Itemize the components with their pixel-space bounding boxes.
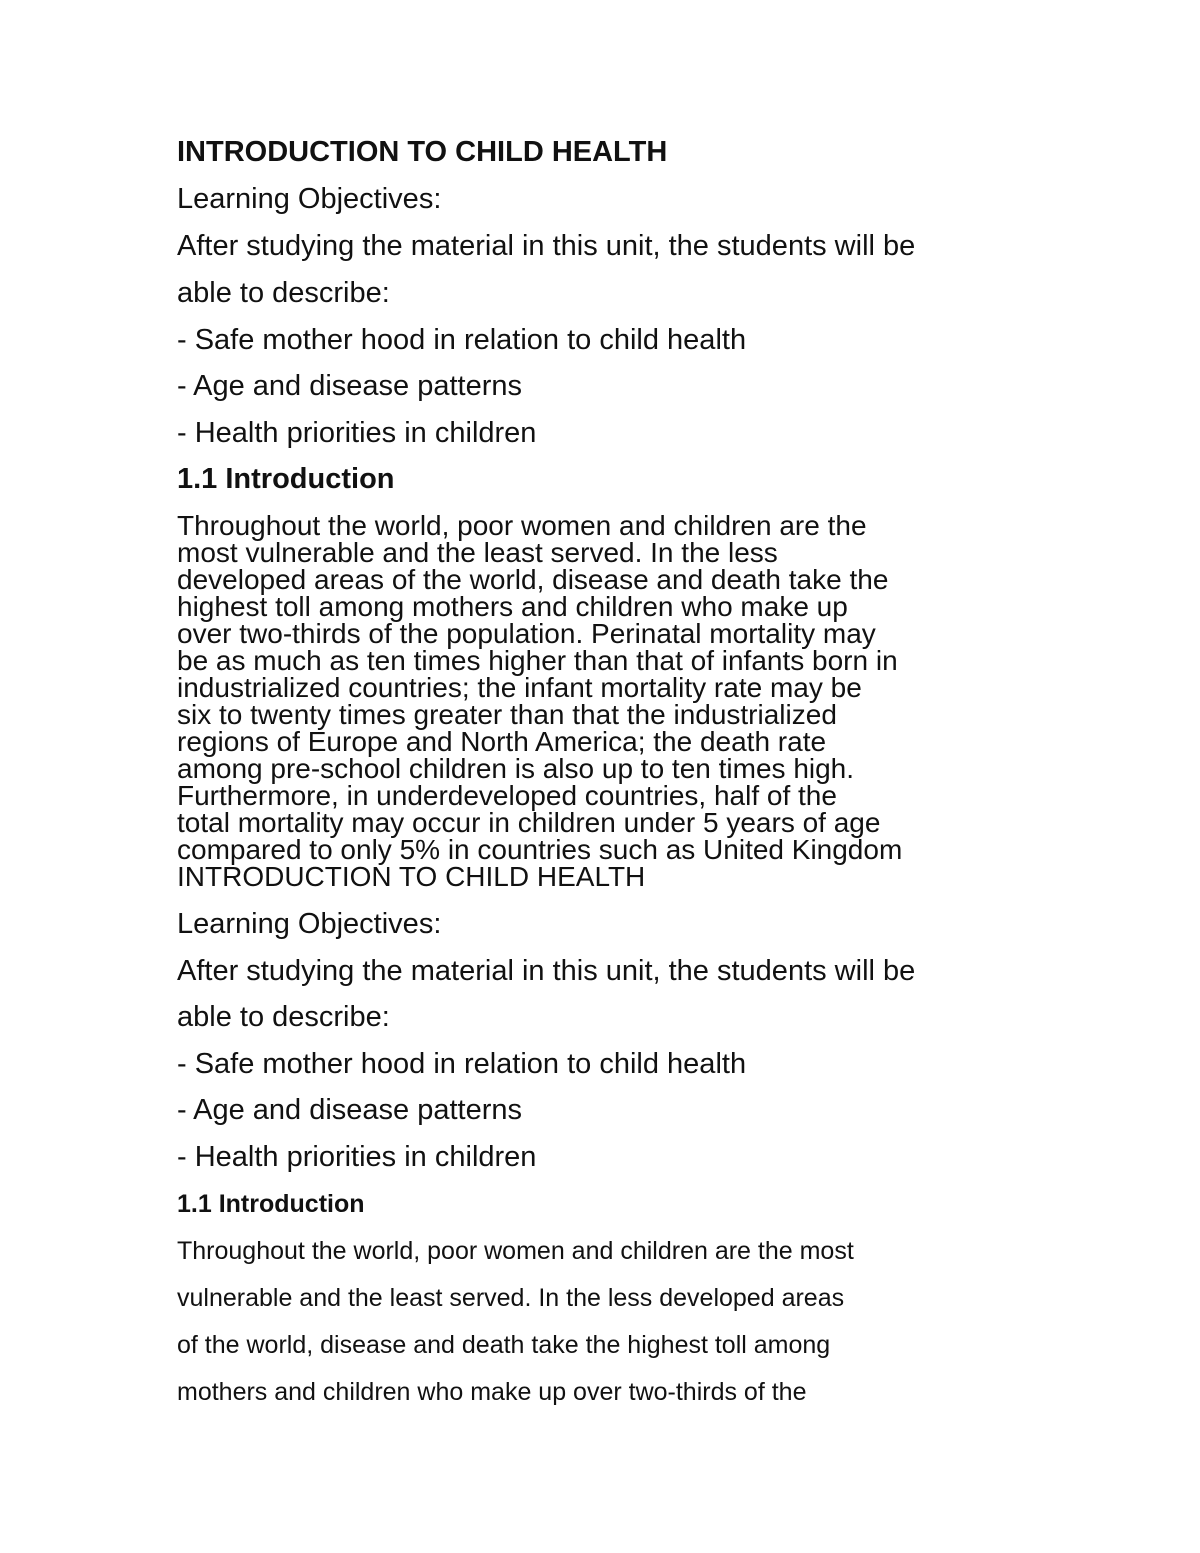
paragraph-line: most vulnerable and the least served. In the less — [177, 537, 778, 568]
section-heading: 1.1 Introduction — [177, 463, 395, 495]
learning-objectives-label: Learning Objectives: — [177, 908, 442, 940]
paragraph-line: total mortality may occur in children under 5 years of age — [177, 807, 881, 838]
objectives-intro-line-1: After studying the material in this unit, the students will be — [177, 955, 916, 987]
objectives-intro-line-2: able to describe: — [177, 1001, 390, 1033]
paragraph-line: Throughout the world, poor women and children are the — [177, 510, 867, 541]
paragraph-line: Furthermore, in underdeveloped countries, half of the — [177, 780, 837, 811]
objective-bullet: - Safe mother hood in relation to child health — [177, 324, 747, 356]
document-title: INTRODUCTION TO CHILD HEALTH — [177, 136, 668, 168]
objective-bullet: - Age and disease patterns — [177, 370, 523, 402]
paragraph-line: six to twenty times greater than that the industrialized — [177, 699, 837, 730]
heading-word: Introduction — [218, 1190, 365, 1218]
paragraph-line: compared to only 5% in countries such as United Kingdom — [177, 834, 903, 865]
objectives-intro-line-2: able to describe: — [177, 277, 390, 309]
paragraph-line: mothers and children who make up over two-thirds of the — [177, 1378, 807, 1406]
paragraph-line: industrialized countries; the infant mortality rate may be — [177, 672, 862, 703]
objective-bullet: - Safe mother hood in relation to child health — [177, 1048, 747, 1080]
heading-number: 1.1 — [177, 1190, 219, 1218]
objective-bullet: - Health priorities in children — [177, 417, 537, 449]
paragraph-line: developed areas of the world, disease and death take the — [177, 564, 889, 595]
objective-bullet: - Age and disease patterns — [177, 1094, 523, 1126]
learning-objectives-label: Learning Objectives: — [177, 183, 442, 215]
paragraph-line: be as much as ten times higher than that of infants born in — [177, 645, 898, 676]
objective-bullet: - Health priorities in children — [177, 1141, 537, 1173]
paragraph-line: Throughout the world, poor women and children are the most — [177, 1237, 854, 1265]
repeated-title-line: INTRODUCTION TO CHILD HEALTH — [177, 861, 646, 892]
paragraph-line: highest toll among mothers and children who make up — [177, 591, 848, 622]
section-heading — [177, 1189, 365, 1219]
paragraph-line: over two-thirds of the population. Perinatal mortality may — [177, 618, 876, 649]
introduction-paragraph — [177, 512, 902, 890]
paragraph-line: among pre-school children is also up to ten times high. — [177, 753, 855, 784]
objectives-intro-line-1: After studying the material in this unit, the students will be — [177, 230, 916, 262]
paragraph-line: of the world, disease and death take the highest toll among — [177, 1331, 831, 1359]
paragraph-line: vulnerable and the least served. In the less developed areas — [177, 1284, 845, 1312]
paragraph-line: regions of Europe and North America; the death rate — [177, 726, 827, 757]
